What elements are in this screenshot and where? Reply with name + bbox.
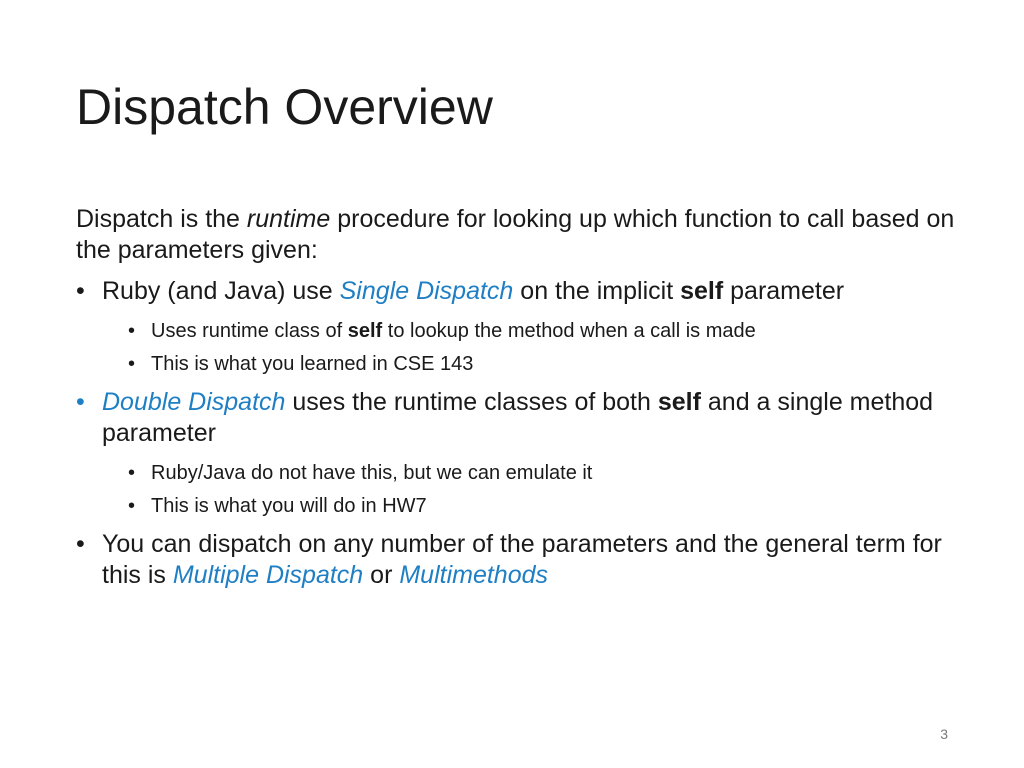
term-multiple-dispatch: Multiple Dispatch	[172, 561, 364, 589]
intro-text-start: Dispatch is the	[76, 205, 247, 233]
bullet-marker: •	[76, 388, 85, 416]
bullet-single-dispatch	[76, 276, 956, 307]
sub-bullet	[76, 490, 956, 523]
sub-bullet-text: This is what you will do in HW7	[151, 495, 427, 517]
sub-bullet-text-pre: Uses runtime class of	[151, 320, 348, 342]
bullet-marker: •	[76, 277, 85, 305]
slide-body	[76, 204, 956, 599]
sub-bullet-text: This is what you learned in CSE 143	[151, 353, 474, 375]
sub-bullet-marker: •	[128, 353, 136, 375]
sub-bullets-single-dispatch	[76, 315, 956, 381]
sub-bullet-text-post: to lookup the method when a call is made	[382, 320, 756, 342]
sub-bullet	[76, 315, 956, 348]
keyword-self: self	[657, 388, 701, 416]
sub-bullet-marker: •	[128, 462, 136, 484]
term-single-dispatch: Single Dispatch	[339, 277, 514, 305]
bullet-multiple-dispatch	[76, 529, 956, 591]
bullet-text-pre: Ruby (and Java) use	[102, 277, 340, 305]
sub-bullet	[76, 348, 956, 381]
page-number: 3	[940, 726, 948, 742]
bullet-text-mid: on the implicit	[513, 277, 681, 305]
intro-emphasis: runtime	[246, 205, 331, 233]
sub-bullet-marker: •	[128, 320, 136, 342]
sub-bullets-double-dispatch	[76, 457, 956, 523]
term-multimethods: Multimethods	[399, 561, 549, 589]
sub-bullet-text: Ruby/Java do not have this, but we can emulate it	[151, 462, 593, 484]
slide-title: Dispatch Overview	[76, 79, 493, 135]
bullet-text-mid: or	[363, 561, 400, 589]
intro-paragraph	[76, 204, 956, 266]
keyword-self: self	[680, 277, 724, 305]
term-double-dispatch: Double Dispatch	[102, 388, 286, 416]
bullet-double-dispatch	[76, 387, 956, 449]
bullet-text-mid: uses the runtime classes of both	[285, 388, 658, 416]
bullet-text-post: and a single method parameter	[102, 388, 934, 447]
intro-text-end: procedure for looking up which function to call based on the parameters given:	[76, 205, 955, 264]
sub-bullet-marker: •	[128, 495, 136, 517]
bullet-marker: •	[76, 530, 85, 558]
keyword-self: self	[347, 320, 383, 342]
bullet-text-pre: You can dispatch on any number of the parameters and the general term for this is	[102, 530, 942, 589]
sub-bullet	[76, 457, 956, 490]
bullet-text-post: parameter	[723, 277, 845, 305]
